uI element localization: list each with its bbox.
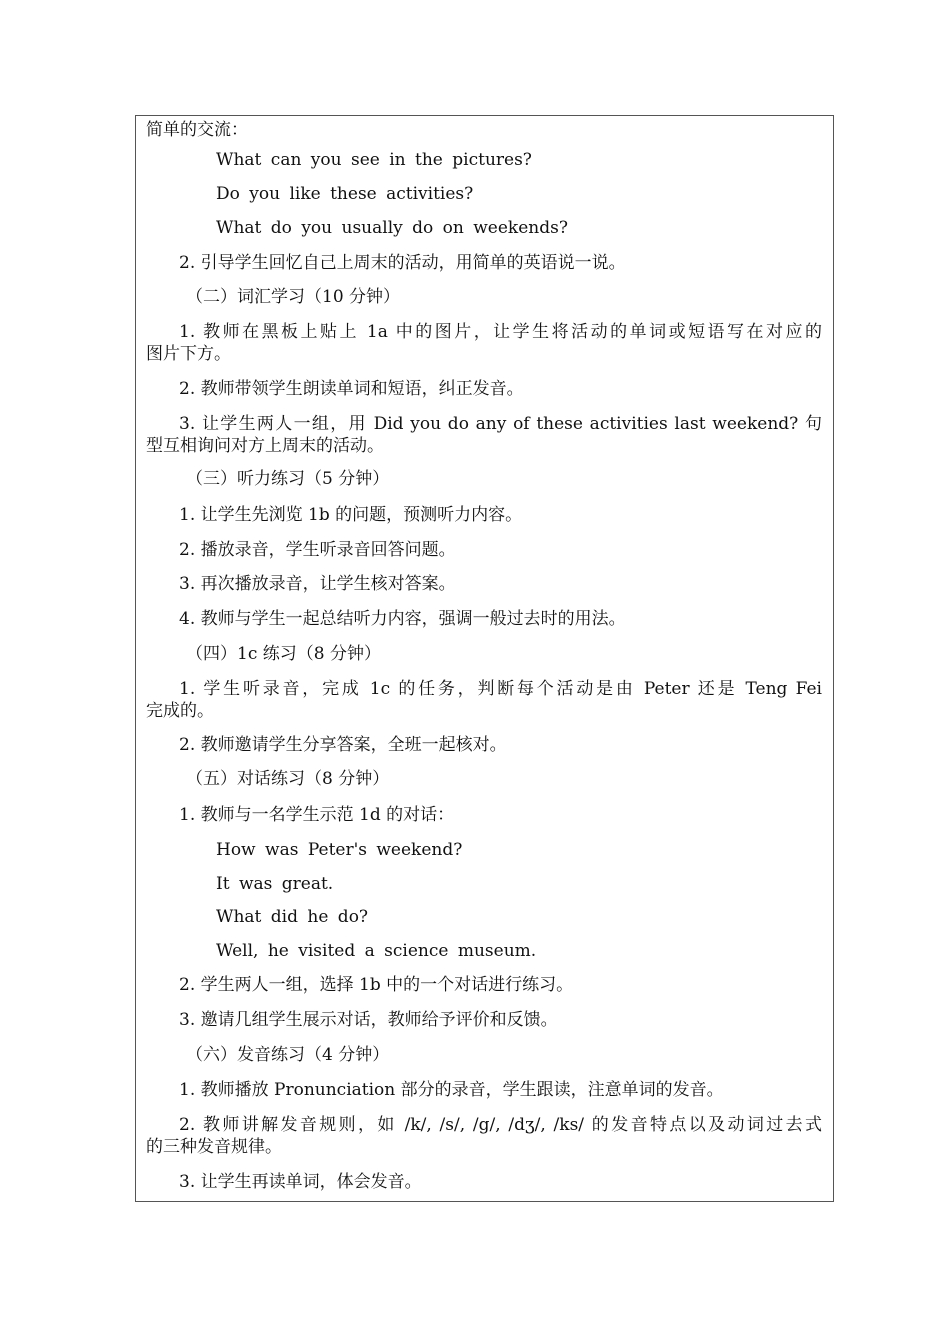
step-line: 1. 让学生先浏览 1b 的问题，预测听力内容。 [179,505,523,525]
step-line: 2. 教师带领学生朗读单词和短语，纠正发音。 [179,379,524,399]
question-line: Do you like these activities? [216,184,474,204]
step-line: 2. 学生两人一组，选择 1b 中的一个对话进行练习。 [179,975,574,995]
step-line: 2. 教师邀请学生分享答案，全班一起核对。 [179,735,507,755]
paragraph [146,1114,822,1158]
text-line: 2. 教师讲解发音规则，如 /k/, /s/, /g/, /dʒ/, /ks/ 的发音特点以及动词过去式 [179,1115,822,1135]
step-line: 2. 引导学生回忆自己上周末的活动，用简单的英语说一说。 [179,253,626,273]
text-line: 1. 教师在黑板上贴上 1a 中的图片，让学生将活动的单词或短语写在对应的 [179,322,822,342]
section-heading: （二）词汇学习（10 分钟） [186,287,401,307]
step-line: 1. 教师与一名学生示范 1d 的对话： [179,805,455,825]
text-line: 完成的。 [146,701,214,721]
question-line: What do you usually do on weekends? [216,218,568,238]
step-line: 1. 教师播放 Pronunciation 部分的录音，学生跟读，注意单词的发音。 [179,1080,724,1100]
dialogue-line: How was Peter's weekend? [216,840,463,860]
paragraph [146,321,822,365]
text-line: 简单的交流： [146,120,248,140]
step-line: 2. 播放录音，学生听录音回答问题。 [179,540,456,560]
paragraph [146,678,822,722]
question-line: What can you see in the pictures? [216,150,532,170]
text-line: 图片下方。 [146,344,231,364]
section-heading: （四）1c 练习（8 分钟） [186,644,381,664]
dialogue-line: What did he do? [216,907,369,927]
section-heading: （六）发音练习（4 分钟） [186,1045,390,1065]
lesson-plan-table-cell [135,115,834,1202]
step-line: 3. 邀请几组学生展示对话，教师给予评价和反馈。 [179,1010,558,1030]
text-line: 1. 学生听录音，完成 1c 的任务，判断每个活动是由 Peter 还是 Teng Fei [179,679,822,699]
step-line: 4. 教师与学生一起总结听力内容，强调一般过去时的用法。 [179,609,626,629]
section-heading: （五）对话练习（8 分钟） [186,769,390,789]
step-line: 3. 让学生再读单词，体会发音。 [179,1172,422,1192]
section-heading: （三）听力练习（5 分钟） [186,469,390,489]
text-line: 3. 让学生两人一组，用 Did you do any of these activities last weekend? 句 [179,414,822,434]
step-line: 3. 再次播放录音，让学生核对答案。 [179,574,456,594]
paragraph [146,413,822,457]
dialogue-line: It was great. [216,874,334,894]
text-line: 的三种发音规律。 [146,1137,282,1157]
dialogue-line: Well, he visited a science museum. [216,941,537,961]
text-line: 型互相询问对方上周末的活动。 [146,436,384,456]
